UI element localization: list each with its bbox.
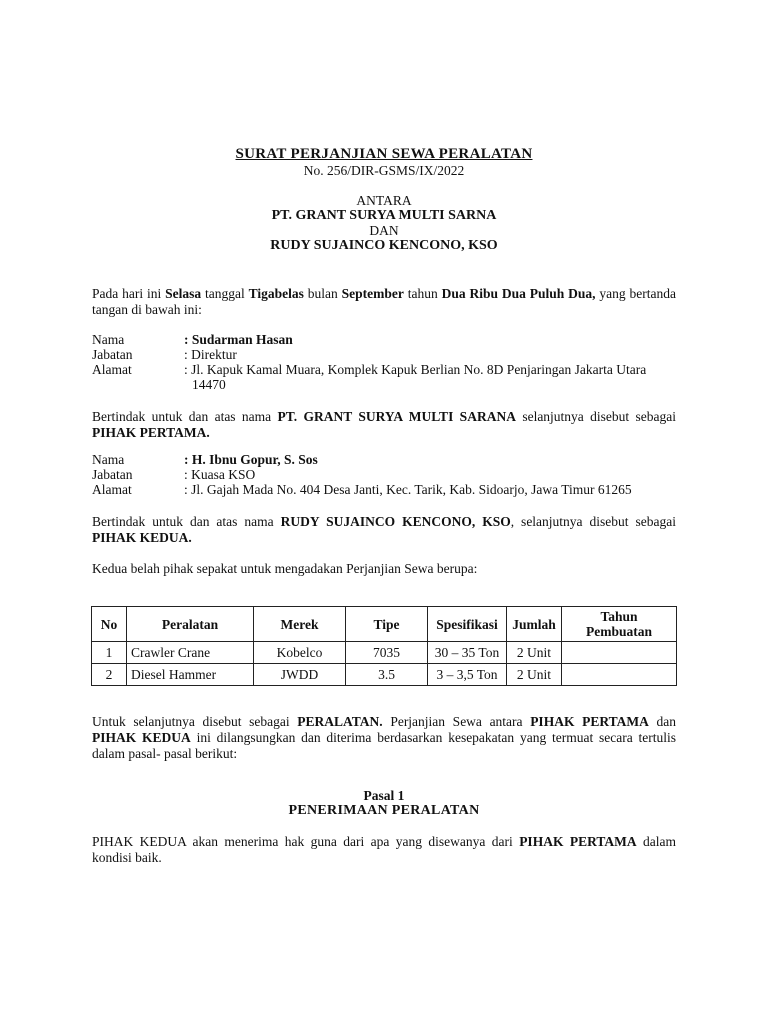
pasal1-paragraph: PIHAK KEDUA akan menerima hak guna dari apa yang disewanya dari PIHAK PERTAMA dalam kondisi baik. [92,834,676,865]
cell-tahun [562,642,677,664]
header-peralatan: Peralatan [127,607,254,642]
cell-spesifikasi: 30 – 35 Ton [428,642,507,664]
pasal-title: PENERIMAAN PERALATAN [288,803,480,818]
cell-spesifikasi: 3 – 3,5 Ton [428,664,507,686]
name-label: Nama [92,332,125,347]
dan-text: DAN [369,223,399,238]
antara-text: ANTARA [356,193,412,208]
party1-address-line2: 14470 [192,377,226,392]
closing-paragraph: Untuk selanjutnya disebut sebagai PERALATAN. Perjanjian Sewa antara PIHAK PERTAMA dan PIHAK KEDUA ini dilangsungkan dan diterima berdasarkan kesepakatan yang termuat secara tertulis dalam pasal- pasal berikut: [92,714,676,761]
pasal-number: Pasal 1 [363,788,405,803]
party1-heading: PT. GRANT SURYA MULTI SARNA [271,208,497,223]
cell-tipe: 3.5 [346,664,428,686]
intro-paragraph: Pada hari ini Selasa tanggal Tigabelas bulan September tahun Dua Ribu Dua Puluh Dua, yang bertanda tangan di bawah ini: [92,286,677,317]
cell-no: 2 [92,664,127,686]
header-tipe: Tipe [346,607,428,642]
cell-peralatan: Diesel Hammer [127,664,254,686]
agreement-intro: Kedua belah pihak sepakat untuk mengadakan Perjanjian Sewa berupa: [92,561,478,576]
party2-identity [92,452,684,497]
cell-merek: Kobelco [254,642,346,664]
header-tahun-pembuatan: Tahun Pembuatan [562,607,677,642]
cell-jumlah: 2 Unit [507,664,562,686]
header-merek: Merek [254,607,346,642]
cell-jumlah: 2 Unit [507,642,562,664]
cell-no: 1 [92,642,127,664]
address-label: Alamat [92,482,132,497]
party2-heading: RUDY SUJAINCO KENCONO, KSO [270,238,498,253]
position-label: Jabatan [92,347,133,362]
table-row [92,664,677,686]
party2-address: : Jl. Gajah Mada No. 404 Desa Janti, Kec. Tarik, Kab. Sidoarjo, Jawa Timur 61265 [184,482,632,497]
document-number: No. 256/DIR-GSMS/IX/2022 [303,163,465,178]
equipment-table [91,606,677,686]
header-spesifikasi: Spesifikasi [428,607,507,642]
header-no: No [92,607,127,642]
table-header-row [92,607,677,642]
table-row [92,642,677,664]
cell-tahun [562,664,677,686]
address-label: Alamat [92,362,132,377]
party1-position: : Direktur [184,347,237,362]
cell-tipe: 7035 [346,642,428,664]
party2-acting-paragraph: Bertindak untuk dan atas nama RUDY SUJAINCO KENCONO, KSO, selanjutnya disebut sebagai PIHAK KEDUA. [92,514,676,545]
document-title: SURAT PERJANJIAN SEWA PERALATAN [235,146,533,162]
header-jumlah: Jumlah [507,607,562,642]
party1-name: : Sudarman Hasan [184,332,293,347]
name-label: Nama [92,452,125,467]
cell-peralatan: Crawler Crane [127,642,254,664]
party2-position: : Kuasa KSO [184,467,256,482]
party1-identity [92,332,692,392]
cell-merek: JWDD [254,664,346,686]
position-label: Jabatan [92,467,133,482]
party1-address: : Jl. Kapuk Kamal Muara, Komplek Kapuk Berlian No. 8D Penjaringan Jakarta Utara [184,362,647,377]
party1-acting-paragraph: Bertindak untuk dan atas nama PT. GRANT SURYA MULTI SARANA selanjutnya disebut sebagai PIHAK PERTAMA. [92,409,677,440]
party2-name: : H. Ibnu Gopur, S. Sos [184,452,318,467]
